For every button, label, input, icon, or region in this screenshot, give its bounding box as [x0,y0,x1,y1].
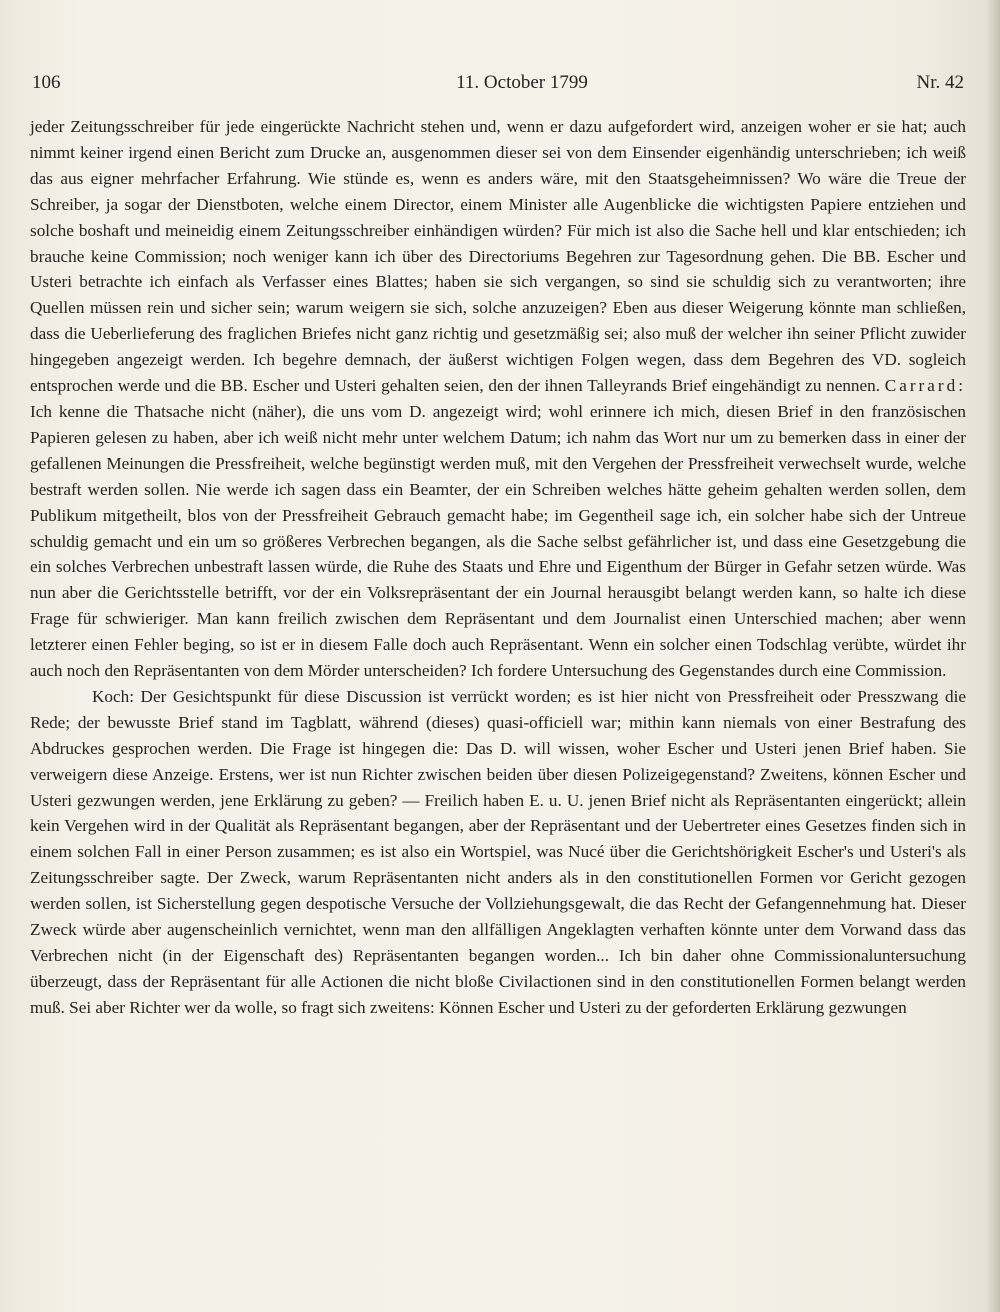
paragraph-2 [30,684,966,1021]
paragraph-1-continuation: Ich kenne die Thatsache nicht (näher), die uns vom D. angezeigt wird; wohl erinnere ich mich, diesen Brief in den französischen Papieren gelesen zu haben, aber ich weiß nicht mehr unter welchem Datum; ich nahm das Wort nur um zu bemerken dass in einer der gefallenen Meinungen die Pressfreiheit, welche begünstigt werden muß, mit den Vergehen der Pressfreiheit verwechselt wurde, welche bestraft werden sollen. Nie werde ich sagen dass ein Beamter, der ein Schreiben welches hätte geheim gehalten werden sollen, dem Publikum mitgetheilt, blos von der Pressfreiheit Gebrauch gemacht habe; im Gegentheil sage ich, ein solcher habe sich der Untreue schuldig gemacht und ein um so größeres Verbrechen begangen, als die Sache selbst gefährlicher ist, und dass eine Gesetzgebung die ein solches Verbrechen unbestraft lassen würde, die Ruhe des Staats und Ehre und Eigenthum der Bürger in Gefahr setzen würde. Was nun aber die Gerichtsstelle betrifft, vor der ein Volksrepräsentant der ein Journal herausgibt belangt werden kann, so halte ich diese Frage für schwieriger. Man kann freilich zwischen dem Repräsentant und dem Journalist einen Unterschied machen; aber wenn letzterer einen Fehler beging, so ist er in diesem Falle doch auch Repräsentant. Wenn ein solcher einen Todschlag verübte, würdet ihr auch noch den Repräsentanten von dem Mörder unterscheiden? Ich fordere Untersuchung des Gegenstandes durch eine Commission. [30,401,966,681]
header-date: 11. October 1799 [456,72,588,93]
issue-number: Nr. 42 [916,72,964,93]
page-edge-shadow [986,0,1000,1312]
speaker-koch: Koch: [92,686,135,706]
paragraph-2-text: Der Gesichtspunkt für diese Discussion ist verrückt worden; es ist hier nicht von Pressfreiheit oder Presszwang die Rede; der bewusste Brief stand im Tagblatt, während (dieses) quasi-officiell war; mithin kann niemals von einer Bestrafung des Abdruckes gesprochen werden. Die Frage ist hingegen die: Das D. will wissen, woher Escher und Usteri jenen Brief haben. Sie verweigern diese Anzeige. Erstens, wer ist nun Richter zwischen beiden über diesen Polizeigegenstand? Zweitens, können Escher und Usteri gezwungen werden, jene Erklärung zu geben? — Freilich haben E. u. U. jenen Brief nicht als Repräsentanten eingerückt; allein kein Vergehen wird in der Qualität als Repräsentant begangen, aber der Repräsentant und der Uebertreter eines Gesetzes finden sich in einem solchen Fall in einer Person zusammen; es ist also ein Wortspiel, was Nucé über die Gerichtshörigkeit Escher's und Usteri's als Zeitungsschreiber sagte. Der Zweck, warum Repräsentanten nicht anders als in den constitutionellen Formen vor Gericht gezogen werden sollen, ist Sicherstellung gegen despotische Versuche der Vollziehungsgewalt, die das Recht der Gefangennehmung hat. Dieser Zweck würde aber augenscheinlich vernichtet, wenn man den allfälligen Angeklagten verhaften könnte unter dem Vorwand dass das Verbrechen nicht (in der Eigenschaft des) Repräsentanten begangen worden... Ich bin daher ohne Commissionaluntersuchung überzeugt, dass der Repräsentant für alle Actionen die nicht bloße Civilactionen sind in den constitutionellen Formen belangt werden muß. Sei aber Richter wer da wolle, so fragt sich zweitens: Können Escher und Usteri zu der geforderten Erklärung gezwungen [30,686,966,1017]
body-text [30,114,966,1021]
paragraph-1-text: jeder Zeitungsschreiber für jede eingerückte Nachricht stehen und, wenn er dazu aufgefordert wird, anzeigen woher er sie hat; auch nimmt keiner irgend einen Bericht zum Drucke an, ausgenommen dieser sei von dem Einsender eigenhändig unterschrieben; ich weiß das aus eigner mehrfacher Erfahrung. Wie stünde es, wenn es anders wäre, mit den Staatsgeheimnissen? Wo wäre die Treue der Schreiber, ja sogar der Dienstboten, welche einem Director, einem Minister alle Augenblicke die wichtigsten Papiere entziehen und solche boshaft und meineidig einem Zeitungsschreiber einhändigen würden? Für mich ist also die Sache hell und klar entschieden; ich brauche keine Commission; noch weniger kann ich über des Directoriums Begehren zur Tagesordnung gehen. Die BB. Escher und Usteri betrachte ich einfach als Verfasser eines Blattes; haben sie sich vergangen, so sind sie schuldig sich zu verantworten; ihre Quellen müssen rein und sicher sein; warum weigern sie sich, solche anzuzeigen? Eben aus dieser Weigerung könnte man schließen, dass die Ueberlieferung des fraglichen Briefes nicht ganz richtig und gesetzmäßig sei; also muß der welcher ihn seiner Pflicht zuwider hingegeben angezeigt werden. Ich begehre demnach, der äußerst wichtigen Folgen wegen, dass dem Begehren des VD. sogleich entsprochen werde und die BB. Escher und Usteri gehalten seien, den der ihnen Talleyrands Brief eingehändigt zu nennen. [30,117,966,396]
running-header [32,72,964,98]
page-number: 106 [32,72,61,93]
paragraph-1 [30,114,966,684]
speaker-carrard: Carrard: [884,376,966,396]
